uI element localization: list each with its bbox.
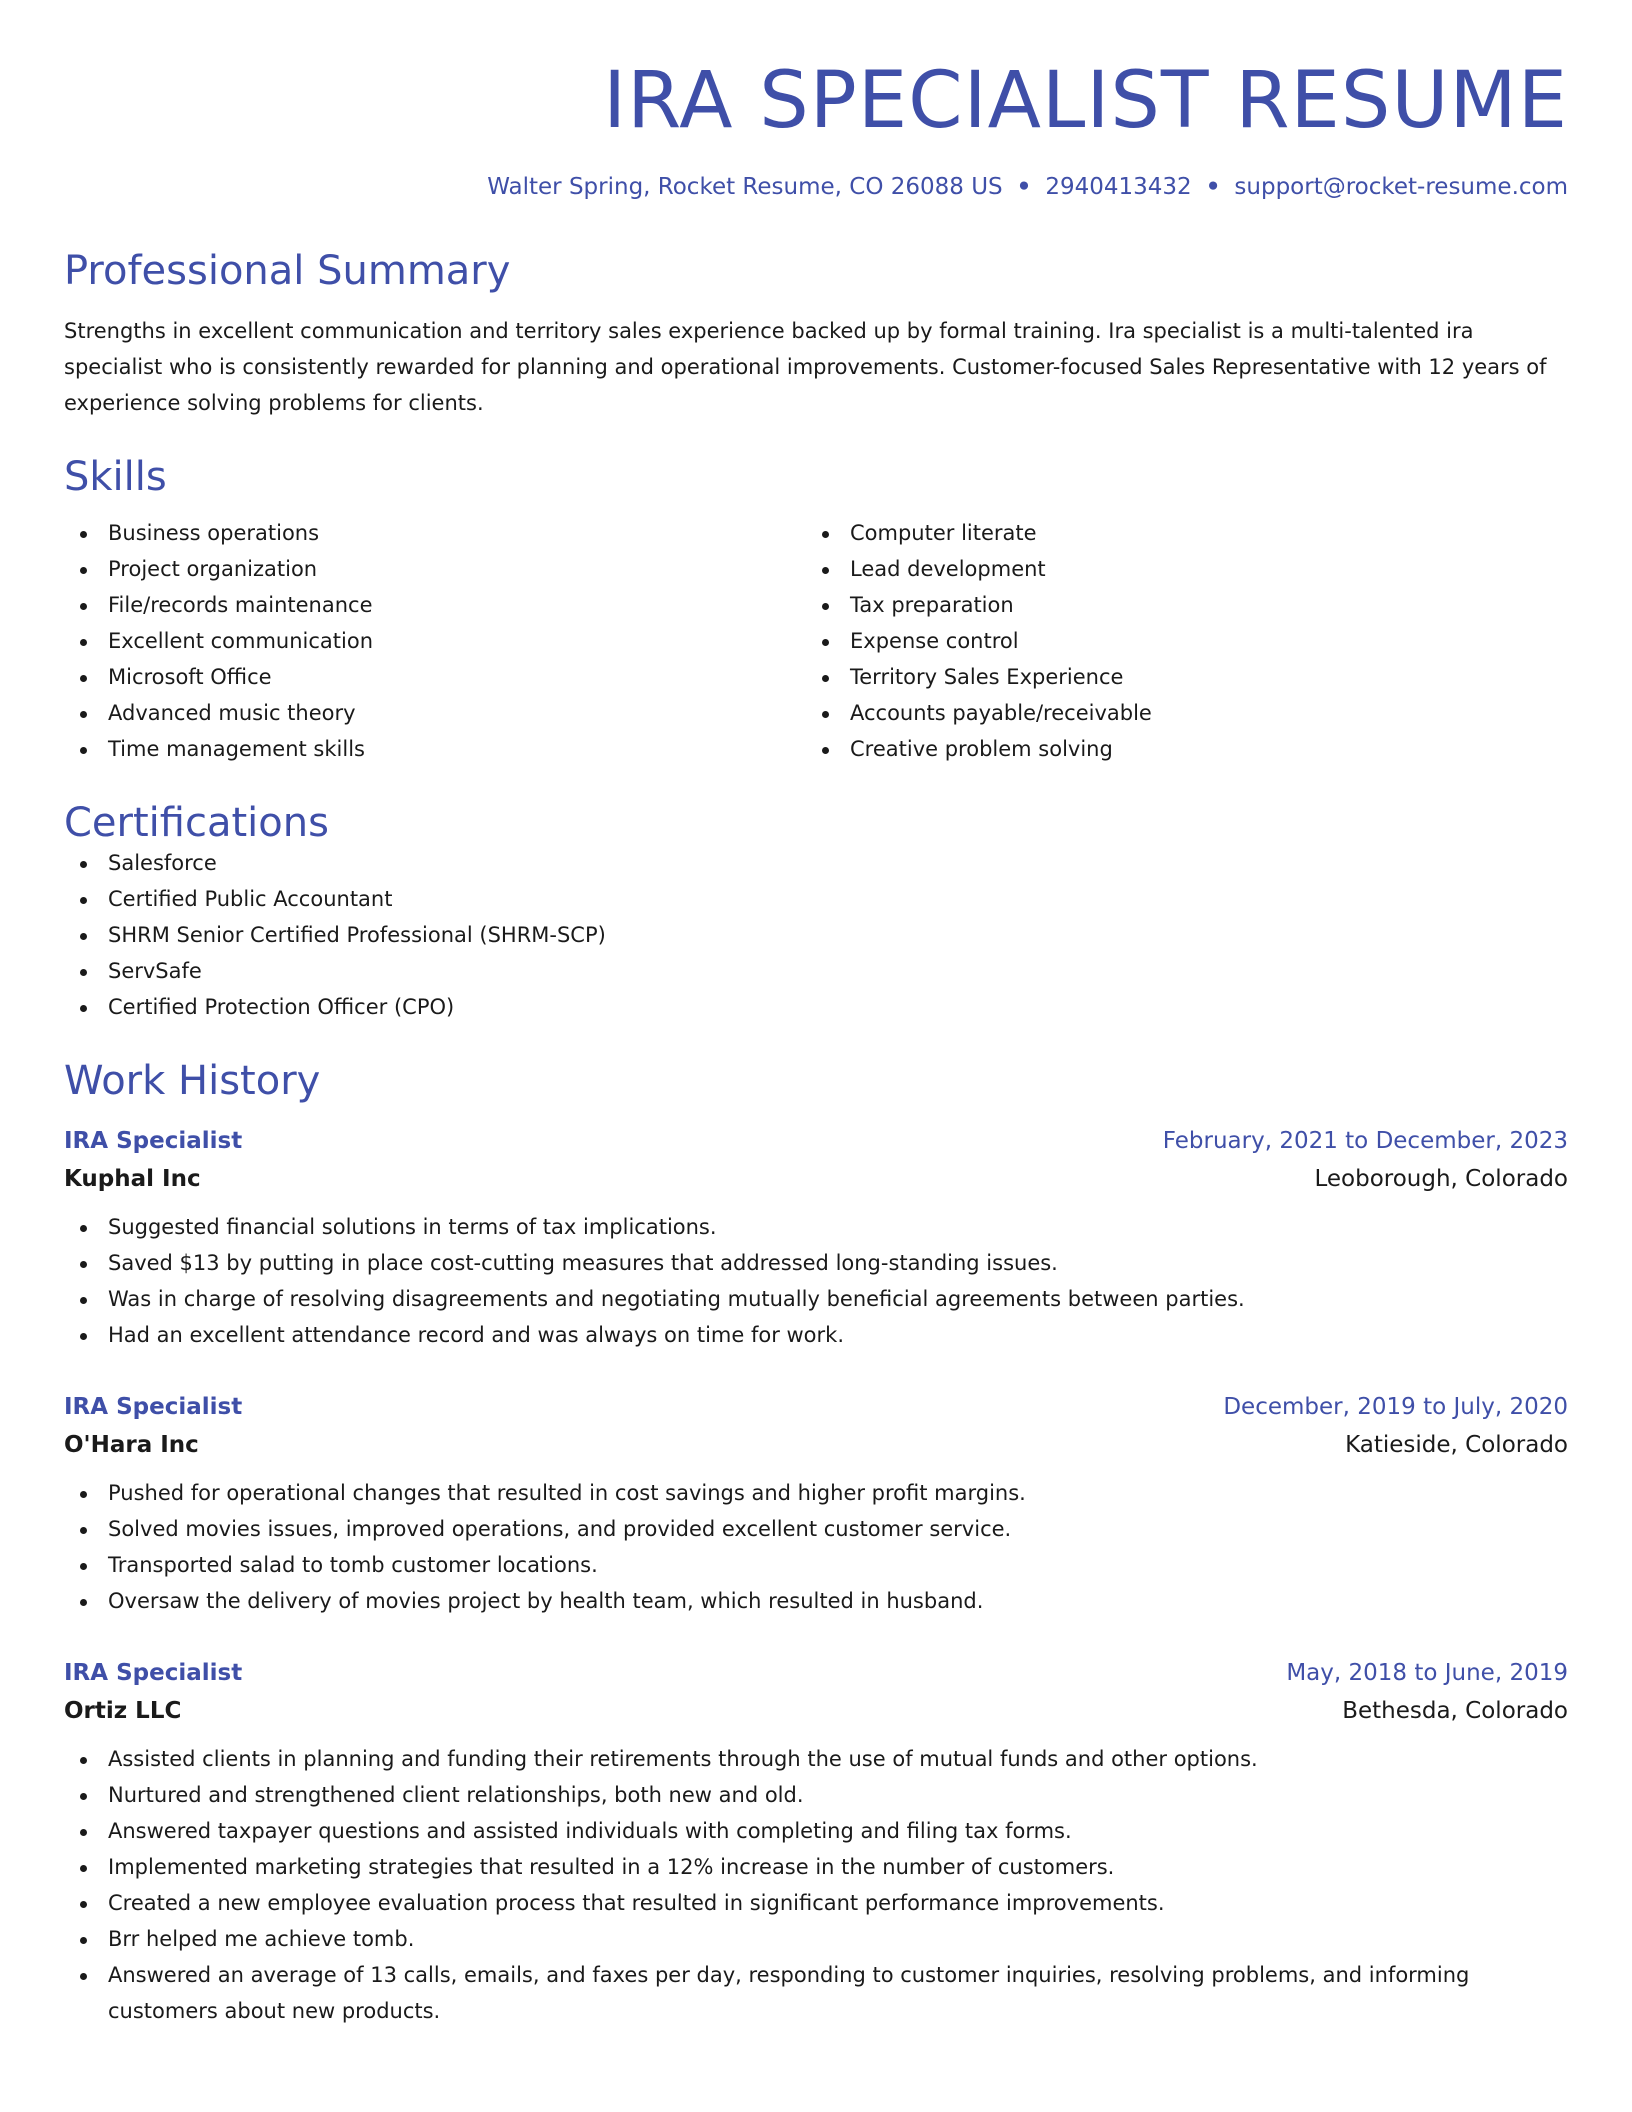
summary-text: Strengths in excellent communication and territory sales experience backed up by formal training. Ira specialist is a multi-talented ira specialist who is consistently rewarded for planning and operational improvements. Customer-focused Sales Representative with 12 years of experience solving problems for clients. xyxy=(64,319,1547,415)
skill-item: Microsoft Office xyxy=(64,659,806,695)
certification-item: Certified Public Accountant xyxy=(64,881,1568,917)
resume-title: IRA SPECIALIST RESUME xyxy=(603,56,1568,146)
job-bullets xyxy=(64,1209,1568,1353)
skill-item: Lead development xyxy=(806,551,1548,587)
skill-item: Accounts payable/receivable xyxy=(806,695,1548,731)
skill-item: Tax preparation xyxy=(806,587,1548,623)
skill-item: Creative problem solving xyxy=(806,731,1548,767)
certifications-heading: Certifications xyxy=(64,800,329,846)
job-bullet: Had an excellent attendance record and was always on time for work. xyxy=(64,1317,1568,1353)
contact-separator: • xyxy=(1205,174,1221,200)
job-bullet: Answered taxpayer questions and assisted individuals with completing and filing tax forms. xyxy=(64,1813,1568,1849)
job-bullet: Implemented marketing strategies that resulted in a 12% increase in the number of customers. xyxy=(64,1849,1568,1885)
job-bullet: Saved $13 by putting in place cost-cutting measures that addressed long-standing issues. xyxy=(64,1245,1568,1281)
job-company: O'Hara Inc xyxy=(64,1432,199,1458)
job-location: Bethesda, Colorado xyxy=(1342,1698,1568,1724)
skills-list-right xyxy=(806,515,1548,767)
job-bullet: Transported salad to tomb customer locations. xyxy=(64,1547,1568,1583)
job-bullets xyxy=(64,1741,1568,2029)
job-entry xyxy=(64,1125,1568,1353)
job-dates: February, 2021 to December, 2023 xyxy=(1162,1128,1568,1154)
skill-item: Project organization xyxy=(64,551,806,587)
job-bullet: Was in charge of resolving disagreements and negotiating mutually beneficial agreements between parties. xyxy=(64,1281,1568,1317)
contact-address: Walter Spring, Rocket Resume, CO 26088 US xyxy=(487,174,1003,200)
certification-item: Salesforce xyxy=(64,845,1568,881)
job-location: Leoborough, Colorado xyxy=(1314,1166,1568,1192)
job-bullet: Answered an average of 13 calls, emails, and faxes per day, responding to customer inquiries, resolving problems, and informing customers about new products. xyxy=(64,1957,1568,2029)
skills-grid xyxy=(64,515,1568,767)
skill-item: Expense control xyxy=(806,623,1548,659)
contact-line xyxy=(64,176,1568,199)
job-dates: May, 2018 to June, 2019 xyxy=(1286,1660,1568,1686)
job-company: Ortiz LLC xyxy=(64,1698,182,1724)
skill-item: Territory Sales Experience xyxy=(806,659,1548,695)
job-entry xyxy=(64,1391,1568,1619)
job-role: IRA Specialist xyxy=(64,1128,243,1154)
certification-item: SHRM Senior Certified Professional (SHRM-SCP) xyxy=(64,917,1568,953)
job-bullet: Assisted clients in planning and funding their retirements through the use of mutual funds and other options. xyxy=(64,1741,1568,1777)
job-role: IRA Specialist xyxy=(64,1394,243,1420)
skill-item: Excellent communication xyxy=(64,623,806,659)
contact-separator: • xyxy=(1016,174,1032,200)
certification-item: Certified Protection Officer (CPO) xyxy=(64,989,1568,1025)
skills-heading: Skills xyxy=(64,454,167,500)
summary-heading: Professional Summary xyxy=(64,248,511,294)
job-bullets xyxy=(64,1475,1568,1619)
job-bullet: Pushed for operational changes that resulted in cost savings and higher profit margins. xyxy=(64,1475,1568,1511)
skill-item: Business operations xyxy=(64,515,806,551)
skill-item: Advanced music theory xyxy=(64,695,806,731)
contact-email: support@rocket-resume.com xyxy=(1234,174,1568,200)
job-bullet: Nurtured and strengthened client relationships, both new and old. xyxy=(64,1777,1568,1813)
job-location: Katieside, Colorado xyxy=(1345,1432,1568,1458)
resume-page xyxy=(64,0,1568,2029)
job-role: IRA Specialist xyxy=(64,1660,243,1686)
job-bullet: Solved movies issues, improved operations, and provided excellent customer service. xyxy=(64,1511,1568,1547)
certification-item: ServSafe xyxy=(64,953,1568,989)
job-bullet: Created a new employee evaluation process that resulted in significant performance improvements. xyxy=(64,1885,1568,1921)
certifications-list xyxy=(64,845,1568,1025)
job-bullet: Oversaw the delivery of movies project by health team, which resulted in husband. xyxy=(64,1583,1568,1619)
job-bullet: Brr helped me achieve tomb. xyxy=(64,1921,1568,1957)
job-dates: December, 2019 to July, 2020 xyxy=(1223,1394,1568,1420)
skill-item: File/records maintenance xyxy=(64,587,806,623)
job-bullet: Suggested financial solutions in terms of tax implications. xyxy=(64,1209,1568,1245)
skill-item: Time management skills xyxy=(64,731,806,767)
work-history-heading: Work History xyxy=(64,1058,321,1104)
job-entry xyxy=(64,1657,1568,2029)
skill-item: Computer literate xyxy=(806,515,1548,551)
skills-list-left xyxy=(64,515,806,767)
job-company: Kuphal Inc xyxy=(64,1166,201,1192)
contact-phone: 2940413432 xyxy=(1045,174,1192,200)
